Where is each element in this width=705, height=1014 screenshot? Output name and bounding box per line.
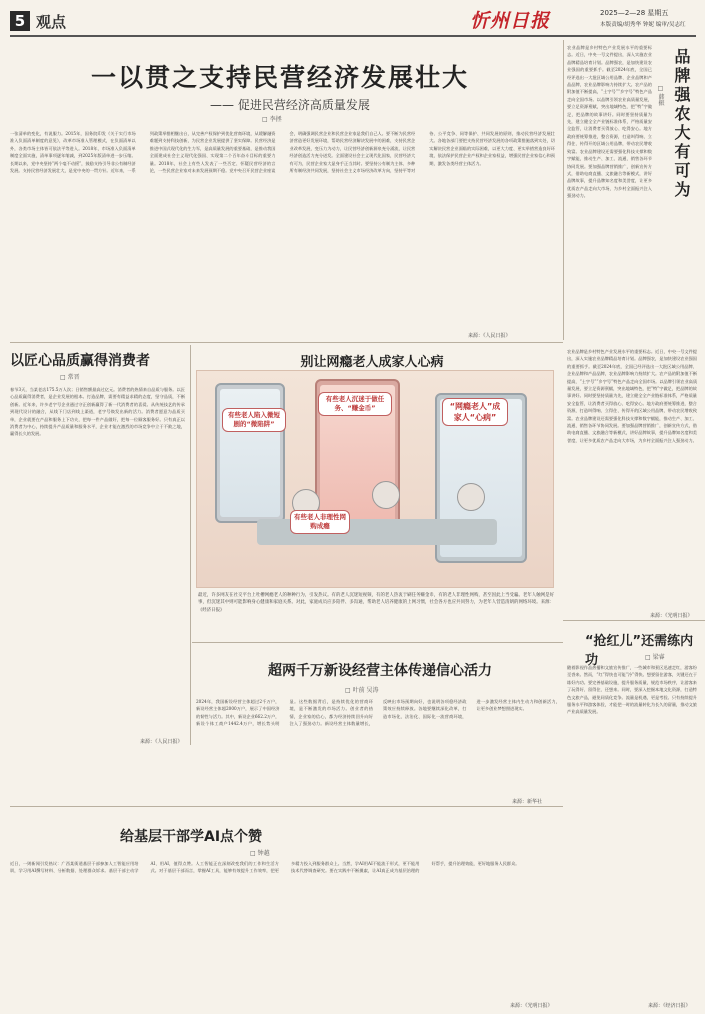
holiday-byline: □ 梁睿 — [645, 654, 665, 661]
consumer-headline: 以匠心品质赢得消费者 — [10, 353, 150, 369]
consumer-body: 春节3天，当某老店175.5万人次；日销售额最高过亿元。消费者的热情来自品质与服务。以匠心品质赢得消费者，是企业发展的根本。打造品牌，需要有精益求精的态度，坚守品质，不断创新。近年来，许多老字号企业通过守正创新赢得了新一代消费者的喜爱。从传统技艺的传承到现代设计的融合，从线下门店到线上渠道，老字号焕发出新的活力。消费者愿意为品质买单，企业就要在产品和服务上下功夫，把每一件产品做好，把每一位顾客服务好。只有真正以消费者为中心，持续提升产品质量和服务水平，企业才能在激烈的市场竞争中立于不败之地，赢得长久的发展。 — [10, 387, 185, 437]
page-number: 5 — [10, 11, 30, 31]
newspaper-logo: 忻州日报 — [470, 10, 551, 32]
startup-body: 2024年，我国新设经营主体超过2千万户，新设经营主体超2000万户，展示了中国经济的韧性与活力。其中，新设企业662.2万户，新设个体工商户1442.4万户，增长势头明显。这些数据背后，是持续优化的营商环境，是不断激发的市场活力。创业者的热情，企业家的信心，都为经济持续回升向好注入了强劲动力。新设经营主体数量增长，反映出市场预期向好，也说明各项稳经济政策效应持续释放。各地要继续深化改革，打造市场化、法治化、国际化一流营商环境，进一步激发经营主体内生动力和创新活力，让更多创业梦想照进现实。 — [196, 699, 560, 727]
page-section-label — [10, 10, 66, 32]
brand-article-headline: 品牌强农大有可为 — [672, 48, 691, 200]
startup-headline: 超两千万新设经营主体传递信心活力 — [268, 663, 492, 679]
phone-illustration — [215, 383, 285, 523]
ai-headline: 给基层干部学AI点个赞 — [120, 829, 263, 845]
brand-article-body: 农业品牌是乡村特色产业发展水平的重要标志。近日，中央一号文件提出，深入实施农业品牌精品培育计划。品牌强农，是加快建设农业强国的重要抓手。截至2024年底，全国已经评选出一大批区域公用品牌、企业品牌和产品品牌，农业品牌影响力持续扩大。农产品的附加值不断提高，“土字号”“乡字号”特色产品走向全国市场。以品牌引领农业高质量发展，要立足资源禀赋，突出地域特色，把“特”字做足，把品牌的故事讲好。同时要坚持质量为先，建立健全全产业链标准体系，严格质量安全监管，让消费者买得放心、吃得安心。地方政府要统筹推进，整合资源，打造叫得响、立得住、传得开的区域公用品牌，带动农民增收致富。农业品牌建设还需要强化科技支撑和数字赋能，推动生产、加工、流通、销售各环节协同发展。要加强品牌营销推广，创新宣传方式，借助电商直播、文旅融合等新模式，讲好品牌故事，提升品牌知名度和美誉度，让更多优质农产品走向大市场，为乡村全面振兴注入强劲动力。 — [567, 349, 697, 443]
section-rule — [10, 806, 563, 807]
lead-headline: 一以贯之支持民营经济发展壮大 — [90, 63, 469, 92]
consumer-byline: □ 常晋 — [60, 374, 80, 381]
holiday-author: 梁睿 — [652, 654, 665, 661]
editor-credits: 本版责编/胡秀华 钟妮 编审/吴志红 — [600, 22, 686, 28]
lead-body: 一张清单的变化，有说服力。2015年，国务院印发《关于实行市场准入负面清单制度的意见》，改革市场准入管理模式，在负面清单以外，各类市场主体皆可依法平等进入。2018年，市场准入负面清单制度全面实施，清单事项逐年缩减，到2025年版清单进一步压缩。长期以来，党中央坚持“两个毫不动摇”，鼓励支持引导非公有制经济发展。支持民营经济发展壮大，是党中央的一贯方针。近年来，一系列政策举措相继出台，从完善产权保护到优化营商环境，从缓解融资难题到支持科技创新，为民营企业发展提供了坚实保障。民营经济是推进中国式现代化的生力军，是高质量发展的重要基础，是推动我国全面建成社会主义现代化强国、实现第二个百年奋斗目标的重要力量。2018年，社会上有些人发表了一些否定、怀疑民营经济的言论，一些民营企业家对未来发展预期不稳。党中央召开民营企业座谈会，明确强调民营企业和民营企业家是我们自己人。要不断为民营经济营造更好发展环境，帮助民营经济解决发展中的困难，支持民营企业改革发展，变压力为动力，让民营经济创新源泉充分涌流，让民营经济创造活力充分迸发。全面建设社会主义现代化国家，民营经济大有可为，民营企业家大显身手正当其时。要坚持公有制为主体、多种所有制经济共同发展，坚持社会主义市场经济改革方向，坚持平等对待、公平竞争、同等保护、共同发展的原则，推动民营经济发展壮大。各地各部门要把支持民营经济发展的各项政策措施落到实处，切实解决民营企业面临的实际困难，以更大力度、更实举措营造良好环境，依法保护民营企业产权和企业家权益，增强民营企业家信心和预期，激发各类经营主体活力。 — [10, 131, 555, 174]
holiday-source: 来源：《经济日报》 — [648, 1003, 691, 1009]
consumer-author: 常晋 — [67, 374, 80, 381]
speech-bubble-family-worry: “网瘾老人”成家人“心病” — [442, 398, 508, 426]
elderly-person-icon — [457, 483, 485, 511]
illustration-caption: 最近，许多网友在社交平台上吐槽网瘾老人的种种行为，引发热议。有的老人沉迷短视频，有的老人热衷于刷任务赚金币，有的老人非理性网购，甚至因此上当受骗。老年人触网是好事，但沉迷其中则可能影响身心健康和家庭关系。对此，家庭成员应多陪伴、多沟通，帮助老人培养健康的上网习惯，社会各方也应共同努力，为老年人营造清朗的网络环境。来源：《经济日报》 — [198, 593, 554, 613]
lead-byline: □ 李拯 — [262, 116, 282, 123]
speech-bubble-online-shopping: 有些老人非理性网购成瘾 — [290, 510, 350, 534]
illustration-headline: 别让网瘾老人成家人心病 — [300, 355, 444, 370]
section-rule — [10, 342, 563, 343]
startup-author: 叶前 吴涛 — [352, 687, 379, 694]
startup-byline: □ 叶前 吴涛 — [345, 687, 379, 694]
masthead-rule — [10, 35, 696, 37]
startup-source: 来源：新华社 — [512, 799, 543, 805]
elderly-person-icon — [372, 481, 400, 509]
column-divider — [190, 345, 191, 745]
section-title: 观点 — [36, 12, 67, 31]
column-divider — [563, 40, 564, 340]
section-rule — [192, 642, 563, 643]
speech-bubble-short-video: 有些老人陷入微短剧的“微陷阱” — [222, 408, 286, 432]
brand-article-author: 韩振 — [657, 93, 664, 106]
brand-article-byline: □ 韩振 — [657, 85, 664, 106]
lead-source: 来源：《人民日报》 — [468, 333, 511, 339]
speech-bubble-earn-coins: 有些老人沉迷于做任务、“赚金币” — [318, 392, 392, 416]
ai-source: 来源：《光明日报》 — [510, 1003, 553, 1009]
ai-byline: □ 钟越 — [250, 850, 270, 857]
ai-body: 近日，一则新闻引发热议：广西某街道基层干部参加人工智能应用培训，学习用AI撰写材料、分析数据、处理群众诉求。基层干部主动学AI、用AI，值得点赞。人工智能正在深刻改变我们的工作和生活方式。对于基层干部而言，掌握AI工具，能够有效提升工作效率，把更多精力投入到服务群众上。当然，学AI用AI不能流于形式，更不能用技术代替调查研究。要在实践中不断摸索，让AI真正成为基层治理的好帮手，提升治理效能，更好地服务人民群众。 — [10, 861, 520, 874]
ai-author: 钟越 — [257, 850, 270, 857]
lead-author: 李拯 — [269, 116, 282, 123]
holiday-body: 随着影视作品热播和文旅宣传推广，一些城市和景区迅速走红，游客纷至沓来。然而，“红”得快也可能“冷”得快。想要留住游客，关键还在于练好内功。要完善基础设施，提升服务质量，规范市场秩序，让游客来了玩得好、留得住、还想来。同时，要深入挖掘本地文化资源，打造特色文旅产品，避免同质化竞争。流量是机遇，更是考验。只有持续提升服务水平和游客体验，才能把一时的流量转化为长久的留量，推动文旅产业高质量发展。 — [567, 665, 697, 715]
consumer-source: 来源：《人民日报》 — [140, 739, 183, 745]
section-rule — [563, 620, 705, 621]
issue-date: 2025—2—28 星期五 — [600, 9, 669, 17]
holiday-headline: “抢红儿”还需练内功 — [585, 634, 694, 668]
brand-article-source: 来源：《光明日报》 — [650, 613, 693, 619]
brand-article-body-top: 农业品牌是乡村特色产业发展水平的重要标志。近日，中央一号文件提出，深入实施农业品牌精品培育计划。品牌强农，是加快建设农业强国的重要抓手。截至2024年底，全国已经评选出一大批区域公用品牌、企业品牌和产品品牌，农业品牌影响力持续扩大。农产品的附加值不断提高，“土字号”“乡字号”特色产品走向全国市场。以品牌引领农业高质量发展，要立足资源禀赋，突出地域特色，把“特”字做足，把品牌的故事讲好。同时要坚持质量为先，建立健全全产业链标准体系，严格质量安全监管，让消费者买得放心、吃得安心。地方政府要统筹推进，整合资源，打造叫得响、立得住、传得开的区域公用品牌，带动农民增收致富。农业品牌建设还需要强化科技支撑和数字赋能，推动生产、加工、流通、销售各环节协同发展。要加强品牌营销推广，创新宣传方式，借助电商直播、文旅融合等新模式，讲好品牌故事，提升品牌知名度和美誉度，让更多优质农产品走向大市场，为乡村全面振兴注入强劲动力。 — [567, 45, 652, 199]
lead-subheadline: —— 促进民营经济高质量发展 — [210, 98, 370, 112]
